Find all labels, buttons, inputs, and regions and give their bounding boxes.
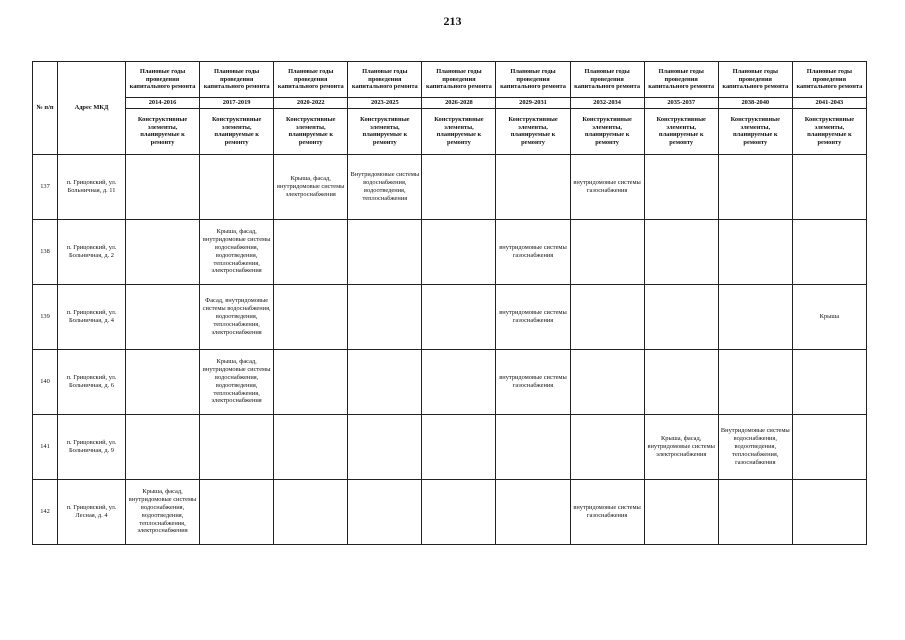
period-title-7: Плановые годы проведения капитального ремонта xyxy=(644,62,718,98)
repair-cell-2026-2028 xyxy=(422,154,496,219)
period-years-9: 2041-2043 xyxy=(792,98,866,109)
repair-cell-2023-2025 xyxy=(348,479,422,544)
row-number: 140 xyxy=(33,349,58,414)
row-address: п. Грицовский, ул. Больничная, д. 4 xyxy=(58,284,126,349)
period-subtitle-8: Конструктивные элементы, планируемые к ремонту xyxy=(718,108,792,154)
period-years-5: 2029-2031 xyxy=(496,98,570,109)
period-subtitle-2: Конструктивные элементы, планируемые к ремонту xyxy=(274,108,348,154)
repair-cell-2029-2031: внутридомовые системы газоснабжения xyxy=(496,284,570,349)
repair-cell-2026-2028 xyxy=(422,219,496,284)
repair-cell-2029-2031: внутридомовые системы газоснабжения xyxy=(496,219,570,284)
repair-cell-2041-2043 xyxy=(792,479,866,544)
repair-cell-2041-2043 xyxy=(792,154,866,219)
period-subtitle-1: Конструктивные элементы, планируемые к ремонту xyxy=(200,108,274,154)
repair-cell-2035-2037 xyxy=(644,284,718,349)
table-row xyxy=(33,479,867,544)
repair-cell-2032-2034 xyxy=(570,284,644,349)
repair-cell-2041-2043: Крыша xyxy=(792,284,866,349)
repair-cell-2017-2019 xyxy=(200,479,274,544)
period-subtitle-3: Конструктивные элементы, планируемые к ремонту xyxy=(348,108,422,154)
repair-cell-2020-2022: Крыша, фасад, внутридомовые системы электроснабжения xyxy=(274,154,348,219)
repair-cell-2020-2022 xyxy=(274,219,348,284)
repair-cell-2026-2028 xyxy=(422,349,496,414)
repair-cell-2020-2022 xyxy=(274,414,348,479)
repair-cell-2017-2019 xyxy=(200,414,274,479)
table-row xyxy=(33,154,867,219)
repair-cell-2026-2028 xyxy=(422,414,496,479)
repair-cell-2023-2025: Внутридомовые системы водоснабжения, водоотведения, теплоснабжения xyxy=(348,154,422,219)
table-row xyxy=(33,284,867,349)
period-years-3: 2023-2025 xyxy=(348,98,422,109)
period-title-3: Плановые годы проведения капитального ремонта xyxy=(348,62,422,98)
repair-cell-2014-2016 xyxy=(126,154,200,219)
repair-cell-2017-2019: Крыша, фасад, внутридомовые системы водоснабжения, водоотведения, теплоснабжения, электроснабжения xyxy=(200,349,274,414)
repair-cell-2014-2016 xyxy=(126,284,200,349)
repair-cell-2014-2016 xyxy=(126,349,200,414)
period-subtitle-4: Конструктивные элементы, планируемые к ремонту xyxy=(422,108,496,154)
period-subtitle-5: Конструктивные элементы, планируемые к ремонту xyxy=(496,108,570,154)
repair-cell-2032-2034 xyxy=(570,349,644,414)
row-number: 137 xyxy=(33,154,58,219)
row-number: 141 xyxy=(33,414,58,479)
period-subtitle-9: Конструктивные элементы, планируемые к ремонту xyxy=(792,108,866,154)
repair-cell-2041-2043 xyxy=(792,349,866,414)
repair-cell-2014-2016 xyxy=(126,414,200,479)
header-address: Адрес МКД xyxy=(58,62,126,155)
row-address: п. Грицовский, ул. Больничная, д. 11 xyxy=(58,154,126,219)
repair-cell-2032-2034 xyxy=(570,219,644,284)
repair-cell-2032-2034 xyxy=(570,414,644,479)
period-years-7: 2035-2037 xyxy=(644,98,718,109)
repair-cell-2017-2019: Фасад, внутридомовые системы водоснабжения, водоотведения, теплоснабжения, электроснабжения xyxy=(200,284,274,349)
repair-cell-2020-2022 xyxy=(274,479,348,544)
header-num: № п/п xyxy=(33,62,58,155)
repair-cell-2014-2016: Крыша, фасад, внутридомовые системы водоснабжения, водоотведения, теплоснабжения, электроснабжения xyxy=(126,479,200,544)
repair-cell-2035-2037: Крыша, фасад, внутридомовые системы электроснабжения xyxy=(644,414,718,479)
repair-cell-2023-2025 xyxy=(348,219,422,284)
row-address: п. Грицовский, ул. Больничная, д. 9 xyxy=(58,414,126,479)
period-title-6: Плановые годы проведения капитального ремонта xyxy=(570,62,644,98)
repair-cell-2029-2031 xyxy=(496,154,570,219)
table-row xyxy=(33,414,867,479)
period-years-8: 2038-2040 xyxy=(718,98,792,109)
repair-cell-2038-2040 xyxy=(718,284,792,349)
repair-cell-2038-2040 xyxy=(718,479,792,544)
repair-cell-2041-2043 xyxy=(792,219,866,284)
repair-cell-2035-2037 xyxy=(644,479,718,544)
repair-cell-2032-2034: внутридомовые системы газоснабжения xyxy=(570,154,644,219)
table-row xyxy=(33,219,867,284)
repair-cell-2035-2037 xyxy=(644,154,718,219)
repair-cell-2032-2034: внутридомовые системы газоснабжения xyxy=(570,479,644,544)
repair-cell-2023-2025 xyxy=(348,349,422,414)
period-years-0: 2014-2016 xyxy=(126,98,200,109)
row-number: 142 xyxy=(33,479,58,544)
repair-cell-2020-2022 xyxy=(274,349,348,414)
repair-plan-table xyxy=(32,61,867,545)
repair-cell-2035-2037 xyxy=(644,219,718,284)
repair-cell-2038-2040: Внутридомовые системы водоснабжения, водоотведения, теплоснабжения, газоснабжения xyxy=(718,414,792,479)
repair-cell-2017-2019 xyxy=(200,154,274,219)
period-subtitle-0: Конструктивные элементы, планируемые к ремонту xyxy=(126,108,200,154)
repair-cell-2017-2019: Крыша, фасад, внутридомовые системы водоснабжения, водоотведения, теплоснабжения, электроснабжения xyxy=(200,219,274,284)
period-subtitle-6: Конструктивные элементы, планируемые к ремонту xyxy=(570,108,644,154)
row-number: 139 xyxy=(33,284,58,349)
repair-cell-2041-2043 xyxy=(792,414,866,479)
repair-cell-2029-2031: внутридомовые системы газоснабжения xyxy=(496,349,570,414)
repair-cell-2023-2025 xyxy=(348,414,422,479)
repair-cell-2029-2031 xyxy=(496,414,570,479)
period-title-9: Плановые годы проведения капитального ремонта xyxy=(792,62,866,98)
table-row xyxy=(33,349,867,414)
period-title-5: Плановые годы проведения капитального ремонта xyxy=(496,62,570,98)
repair-cell-2035-2037 xyxy=(644,349,718,414)
repair-cell-2020-2022 xyxy=(274,284,348,349)
period-title-0: Плановые годы проведения капитального ремонта xyxy=(126,62,200,98)
period-title-2: Плановые годы проведения капитального ремонта xyxy=(274,62,348,98)
row-address: п. Грицовский, ул. Лесная, д. 4 xyxy=(58,479,126,544)
period-years-4: 2026-2028 xyxy=(422,98,496,109)
period-years-2: 2020-2022 xyxy=(274,98,348,109)
repair-cell-2023-2025 xyxy=(348,284,422,349)
row-address: п. Грицовский, ул. Больничная, д. 6 xyxy=(58,349,126,414)
period-subtitle-7: Конструктивные элементы, планируемые к ремонту xyxy=(644,108,718,154)
repair-cell-2038-2040 xyxy=(718,219,792,284)
period-title-4: Плановые годы проведения капитального ремонта xyxy=(422,62,496,98)
row-number: 138 xyxy=(33,219,58,284)
period-years-6: 2032-2034 xyxy=(570,98,644,109)
period-years-1: 2017-2019 xyxy=(200,98,274,109)
repair-cell-2038-2040 xyxy=(718,154,792,219)
repair-cell-2038-2040 xyxy=(718,349,792,414)
row-address: п. Грицовский, ул. Больничная, д. 2 xyxy=(58,219,126,284)
repair-cell-2026-2028 xyxy=(422,479,496,544)
repair-cell-2029-2031 xyxy=(496,479,570,544)
repair-cell-2026-2028 xyxy=(422,284,496,349)
period-title-1: Плановые годы проведения капитального ремонта xyxy=(200,62,274,98)
page-number: 213 xyxy=(443,14,462,28)
period-title-8: Плановые годы проведения капитального ремонта xyxy=(718,62,792,98)
repair-cell-2014-2016 xyxy=(126,219,200,284)
